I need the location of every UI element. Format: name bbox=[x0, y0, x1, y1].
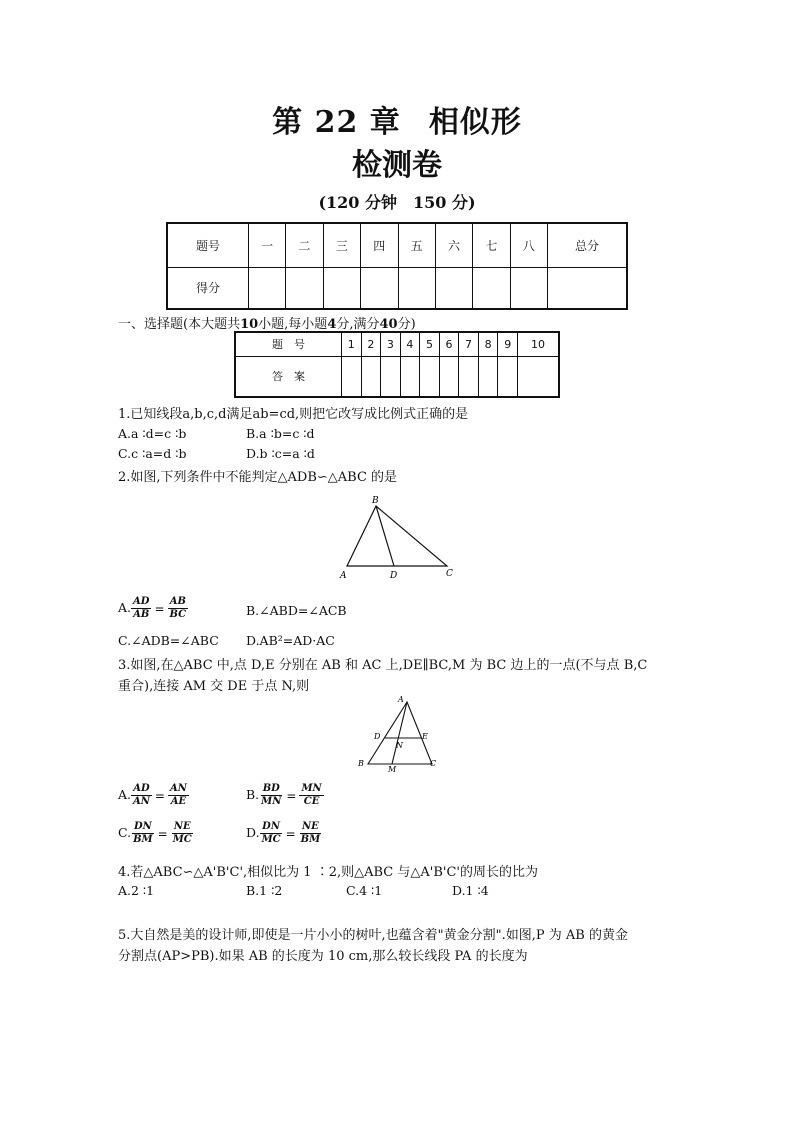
question-5-line2: 分割点(AP>PB).如果 AB 的长度为 10 cm,那么较长线段 PA 的长度为 bbox=[118, 949, 528, 964]
label-d: D bbox=[390, 571, 398, 581]
score-blank-cell[interactable] bbox=[286, 267, 323, 309]
q3-option-c: C. $\frac{DN}{BM}$ = $\frac{NE}{MC}$ bbox=[118, 821, 192, 845]
score-cell-header: 六 bbox=[435, 223, 472, 267]
question-2-text: 2.如图,下列条件中不能判定△ADB∽△ABC 的是 bbox=[118, 470, 398, 485]
title-topic: 相似形 bbox=[428, 105, 522, 140]
page-title-line2: 检测卷 bbox=[352, 148, 442, 183]
answer-blank-cell[interactable] bbox=[518, 356, 560, 397]
score-table bbox=[166, 222, 628, 310]
score-cell-header: 三 bbox=[323, 223, 360, 267]
score-table-score-row bbox=[167, 267, 627, 309]
section-heading: 一、选择题(本大题共10小题,每小题4分,满分40分) bbox=[118, 317, 416, 332]
score-cell-header: 题号 bbox=[167, 223, 249, 267]
score-cell-header: 一 bbox=[249, 223, 286, 267]
segment-am bbox=[392, 702, 407, 764]
label-c: C bbox=[446, 569, 453, 579]
score-blank-cell[interactable] bbox=[249, 267, 286, 309]
q3-option-b: B. $\frac{BD}{MN}$ = $\frac{MN}{CE}$ bbox=[246, 783, 322, 807]
answer-blank-cell[interactable] bbox=[420, 356, 440, 397]
answer-number: 2 bbox=[361, 332, 381, 356]
answer-number: 8 bbox=[478, 332, 498, 356]
score-cell-header: 五 bbox=[398, 223, 435, 267]
q1-option-c: C.c ∶a=d ∶b bbox=[118, 446, 187, 461]
label-d: D bbox=[374, 732, 381, 741]
q1-option-b: B.a ∶b=c ∶d bbox=[246, 426, 315, 441]
answer-table bbox=[234, 331, 560, 398]
score-row-label: 得分 bbox=[167, 267, 249, 309]
label-m: M bbox=[388, 765, 397, 774]
score-cell-header: 二 bbox=[286, 223, 323, 267]
q2-option-a: A. $\frac{AD}{AB}$ = $\frac{AB}{BC}$ bbox=[118, 596, 187, 620]
q2-option-c: C.∠ADB=∠ABC bbox=[118, 633, 219, 648]
label-b: B bbox=[372, 496, 379, 506]
score-cell-header: 总分 bbox=[548, 223, 628, 267]
answer-number: 5 bbox=[420, 332, 440, 356]
score-blank-cell[interactable] bbox=[473, 267, 510, 309]
score-blank-cell[interactable] bbox=[323, 267, 360, 309]
segment-bd bbox=[376, 506, 394, 566]
score-blank-cell[interactable] bbox=[435, 267, 472, 309]
q1-option-a: A.a ∶d=c ∶b bbox=[118, 426, 187, 441]
question-5-line1: 5.大自然是美的设计师,即使是一片小小的树叶,也蕴含着"黄金分割".如图,P 为 AB 的黄金 bbox=[118, 928, 628, 943]
answer-blank-cell[interactable] bbox=[381, 356, 401, 397]
answer-table-number-row bbox=[235, 332, 559, 356]
answer-number: 7 bbox=[459, 332, 479, 356]
q1-option-d: D.b ∶c=a ∶d bbox=[246, 446, 315, 461]
answer-number: 6 bbox=[439, 332, 459, 356]
label-c: C bbox=[430, 759, 437, 768]
score-blank-cell[interactable] bbox=[510, 267, 547, 309]
answer-blank-cell[interactable] bbox=[361, 356, 381, 397]
answer-row-label: 答 案 bbox=[235, 356, 342, 397]
answer-blank-cell[interactable] bbox=[400, 356, 420, 397]
page-title bbox=[0, 97, 794, 141]
answer-table-answer-row bbox=[235, 356, 559, 397]
question-3-line1: 3.如图,在△ABC 中,点 D,E 分别在 AB 和 AC 上,DE∥BC,M 为 BC 边上的一点(不与点 B,C bbox=[118, 658, 648, 673]
answer-blank-cell[interactable] bbox=[498, 356, 518, 397]
q4-option-c: C.4 ∶1 bbox=[346, 883, 383, 898]
answer-row-label: 题 号 bbox=[235, 332, 342, 356]
score-blank-cell[interactable] bbox=[361, 267, 398, 309]
label-a: A bbox=[398, 695, 404, 704]
answer-number: 9 bbox=[498, 332, 518, 356]
answer-number: 1 bbox=[342, 332, 362, 356]
exam-duration-score: (120 分钟 150 分) bbox=[318, 193, 476, 212]
q3-triangle-figure bbox=[352, 694, 442, 774]
q4-option-d: D.1 ∶4 bbox=[452, 883, 489, 898]
question-1-text: 1.已知线段a,b,c,d满足ab=cd,则把它改写成比例式正确的是 bbox=[118, 407, 469, 422]
score-blank-cell[interactable] bbox=[548, 267, 628, 309]
q2-triangle-figure bbox=[330, 492, 460, 582]
q3-option-a: A. $\frac{AD}{AN}$ = $\frac{AN}{AE}$ bbox=[118, 783, 187, 807]
answer-number: 3 bbox=[381, 332, 401, 356]
answer-blank-cell[interactable] bbox=[342, 356, 362, 397]
answer-blank-cell[interactable] bbox=[478, 356, 498, 397]
q4-option-a: A.2 ∶1 bbox=[118, 883, 155, 898]
title-chapter: 第 22 章 bbox=[272, 105, 401, 140]
q4-option-b: B.1 ∶2 bbox=[246, 883, 283, 898]
score-table-header-row bbox=[167, 223, 627, 267]
score-cell-header: 七 bbox=[473, 223, 510, 267]
answer-blank-cell[interactable] bbox=[459, 356, 479, 397]
answer-number: 10 bbox=[518, 332, 560, 356]
score-blank-cell[interactable] bbox=[398, 267, 435, 309]
question-3-line2: 重合),连接 AM 交 DE 于点 N,则 bbox=[118, 679, 310, 694]
q2-option-d: D.AB²=AD·AC bbox=[246, 633, 335, 648]
score-cell-header: 八 bbox=[510, 223, 547, 267]
q2-option-b: B.∠ABD=∠ACB bbox=[246, 603, 347, 618]
label-b: B bbox=[358, 759, 364, 768]
label-a: A bbox=[340, 571, 347, 581]
label-e: E bbox=[422, 732, 428, 741]
q3-option-d: D. $\frac{DN}{MC}$ = $\frac{NE}{BM}$ bbox=[246, 821, 321, 845]
answer-number: 4 bbox=[400, 332, 420, 356]
score-cell-header: 四 bbox=[361, 223, 398, 267]
triangle-abc bbox=[347, 506, 447, 566]
answer-blank-cell[interactable] bbox=[439, 356, 459, 397]
question-4-text: 4.若△ABC∽△A'B'C',相似比为 1 ∶2,则△ABC 与△A'B'C'的周长的比为 bbox=[118, 865, 538, 880]
label-n: N bbox=[396, 741, 403, 750]
